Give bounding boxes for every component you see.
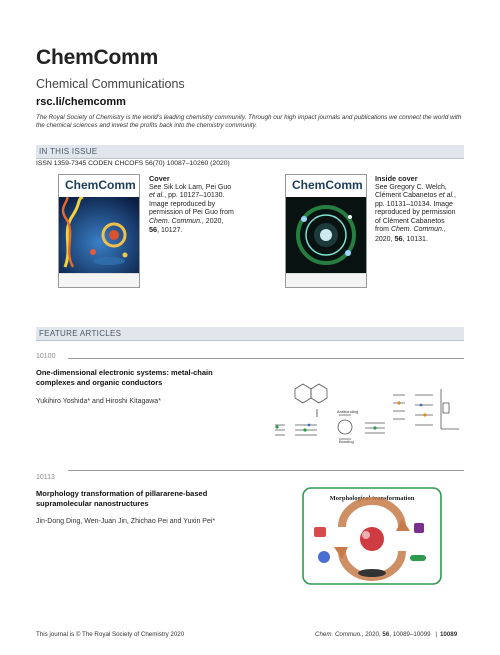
inside-cover-label: Inside cover <box>375 174 418 183</box>
journal-subtitle: Chemical Communications <box>36 77 185 91</box>
inside-cover-pages[interactable]: , pp. 10131–10134. <box>375 192 456 208</box>
inside-cover-etal: et al. <box>438 192 455 199</box>
article-authors: Jin-Dong Ding, Wen-Juan Jin, Zhichao Pei and Yuxin Pei* <box>36 518 216 525</box>
inside-cover-see: See Gregory C. Welch, Clément Cabanetos <box>375 183 447 199</box>
article-page-number: 10113 <box>36 474 55 481</box>
cover-cite-year: , 2020, <box>201 217 224 225</box>
inside-cover-journal: Chem. Commun. <box>390 226 444 233</box>
article-page-number: 10100 <box>36 353 56 360</box>
cover-etal: et al. <box>149 192 165 199</box>
footer-copyright: This journal is © The Royal Society of Chemistry 2020 <box>36 631 185 638</box>
cover-see: See Sik Lok Lam, Pei Guo <box>149 183 232 191</box>
cover-reproduced: Image reproduced by permission of Pei Guo from <box>149 200 234 216</box>
journal-brand: ChemComm <box>36 46 159 69</box>
cover-thumbnail-title: ChemComm <box>65 178 136 192</box>
cover-volume: 56 <box>149 225 158 234</box>
inside-cover-cite-page: , 10131. <box>402 235 428 243</box>
cover-thumbnail-footer <box>59 273 139 288</box>
cover-caption <box>149 175 234 236</box>
in-this-issue-bar <box>36 145 464 159</box>
footer-page-number: 10089 <box>439 631 458 638</box>
article-divider <box>68 470 464 471</box>
rsc-description: The Royal Society of Chemistry is the world's leading chemistry community. Through our high impact journals and publications we connect the world with the chemical sciences and invest the profits back into the chemistry community. <box>36 114 462 130</box>
in-this-issue-heading: IN THIS ISSUE <box>39 147 98 156</box>
cover-cite-page: , 10127. <box>157 227 183 234</box>
article-divider <box>68 358 464 359</box>
morphology-graphical-abstract <box>302 487 442 585</box>
cover-pages[interactable]: , pp. 10127–10130. <box>164 192 225 199</box>
footer-pages: , 10089–10099 <box>389 631 431 638</box>
bonding-label: Bonding <box>339 439 354 444</box>
issn-line: ISSN 1359-7345 CODEN CHCOFS 56(70) 10087–10260 (2020) <box>36 160 230 167</box>
inside-cover-thumbnail-title: ChemComm <box>292 178 363 192</box>
cover-label: Cover <box>149 174 170 183</box>
footer-cite: , 2020, <box>361 631 383 638</box>
feature-articles-bar <box>36 327 464 341</box>
morphology-graphic-title: Morphological transformation <box>329 495 415 502</box>
article-authors: Yukihiro Yoshida* and Hiroshi Kitagawa* <box>36 398 161 405</box>
feature-articles-heading: FEATURE ARTICLES <box>39 329 122 338</box>
article-title[interactable]: Morphology transformation of pillararene-based supramolecular nanostructures <box>36 489 208 508</box>
inside-cover-reproduced: Image reproduced by permission of Clément Cabanetos from <box>375 200 456 233</box>
ring-cover-image <box>286 197 366 273</box>
footer-separator: | <box>435 631 437 638</box>
inside-cover-thumbnail[interactable] <box>285 174 367 288</box>
footer-journal: Chem. Commun. <box>315 631 362 638</box>
cover-journal: Chem. Commun. <box>149 217 202 225</box>
footer-volume: 56 <box>382 631 390 638</box>
antibonding-label: Antibonding <box>337 409 359 414</box>
dna-cover-image <box>59 197 139 273</box>
journal-url[interactable]: rsc.li/chemcomm <box>36 96 126 108</box>
cover-thumbnail[interactable] <box>58 174 140 288</box>
article-title[interactable]: One-dimensional electronic systems: metal-chain complexes and organic conductors <box>36 368 213 387</box>
footer-citation <box>315 631 457 638</box>
inside-cover-cite-year: , 2020, <box>375 226 446 243</box>
inside-cover-volume: 56 <box>394 233 403 243</box>
inside-cover-thumbnail-footer <box>286 273 366 288</box>
inside-cover-caption <box>375 175 460 244</box>
metal-chain-graphical-abstract <box>265 375 465 445</box>
